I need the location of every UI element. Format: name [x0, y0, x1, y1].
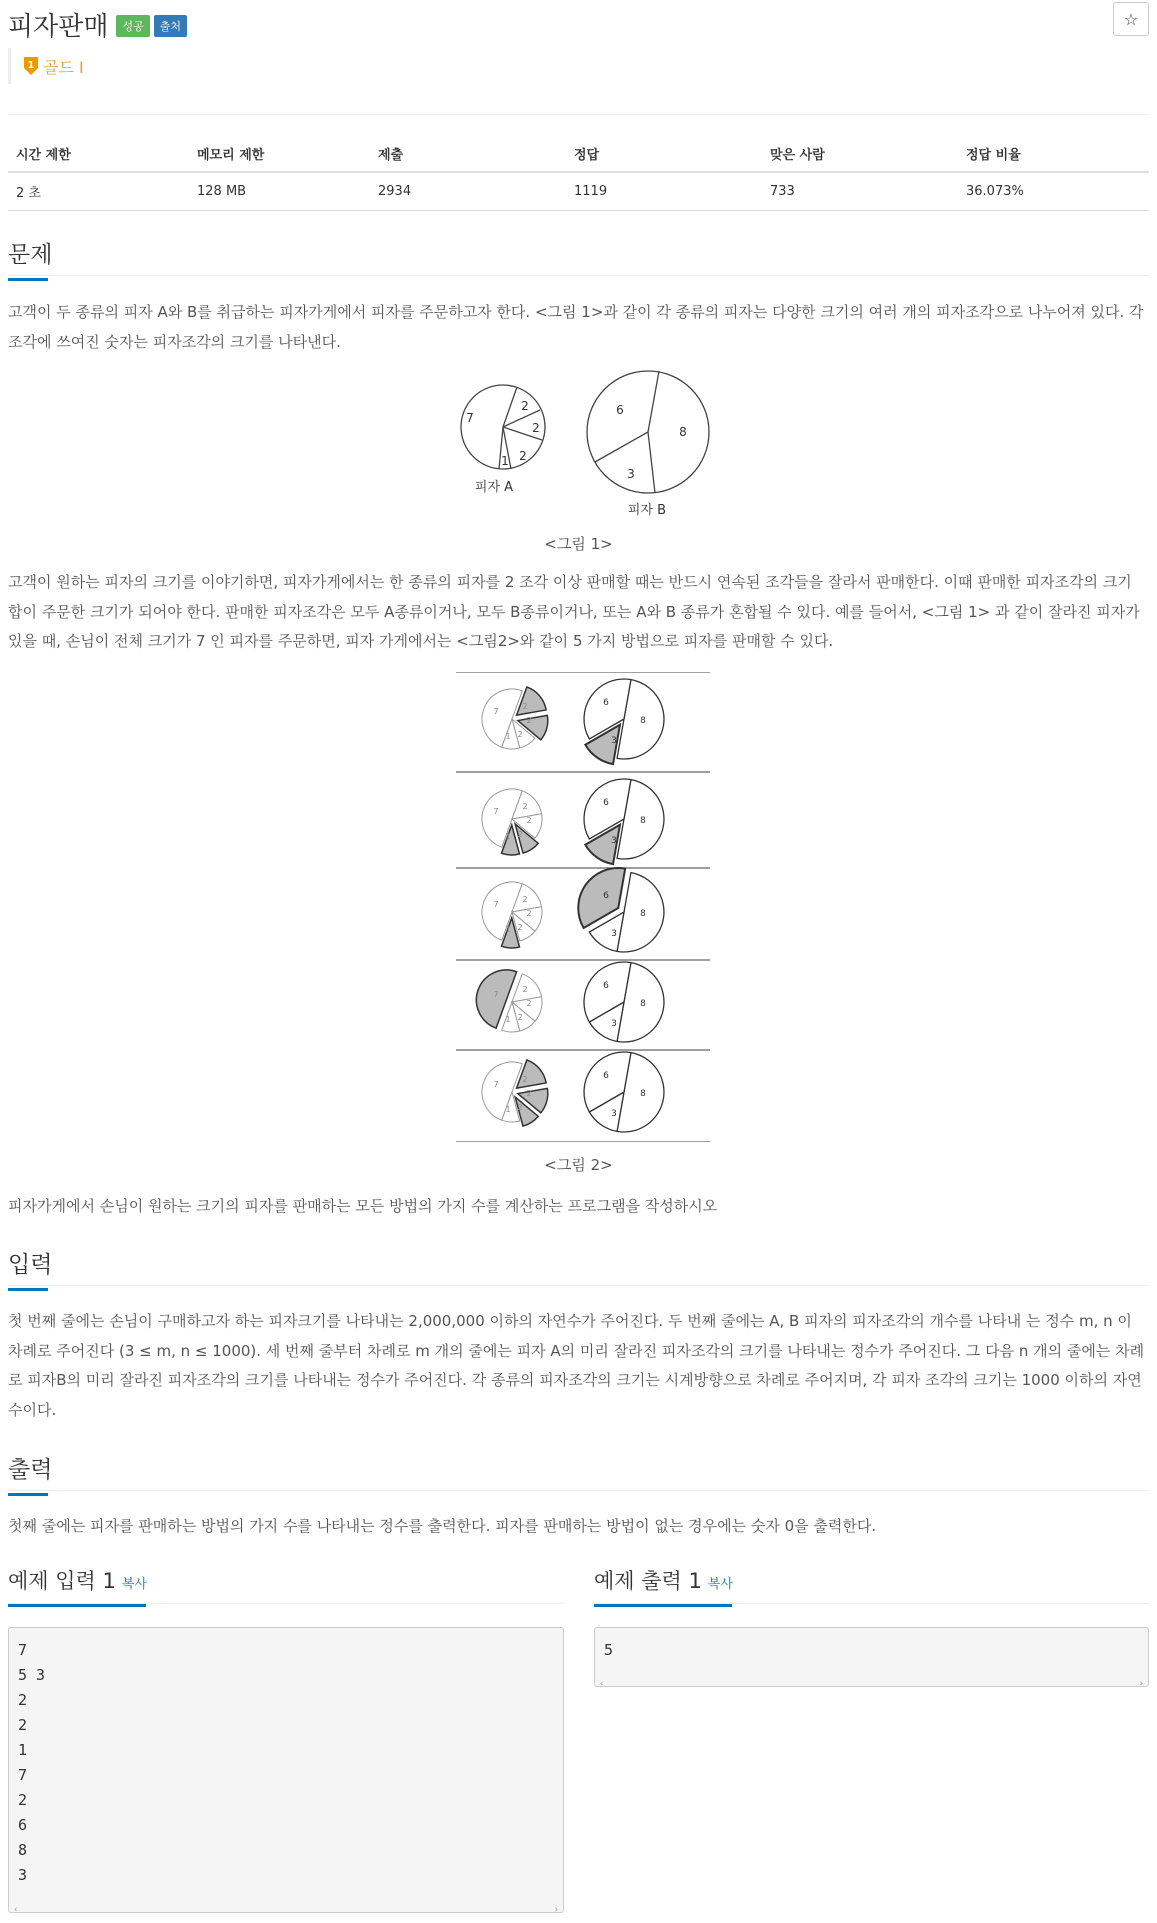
slice-label: 2	[526, 1089, 532, 1098]
tier-label: 골드 I	[43, 57, 84, 77]
slice-label: 2	[517, 830, 523, 839]
problem-heading	[8, 236, 52, 269]
sample-output-heading	[594, 1565, 733, 1595]
slice-label: 6	[603, 891, 609, 901]
heading-underline	[8, 1493, 48, 1496]
pizza-b-cut	[648, 432, 655, 493]
slice-label: 1	[505, 732, 511, 741]
slice-label: 2	[526, 816, 532, 825]
slice-label: 8	[640, 816, 646, 826]
section-divider	[8, 1490, 1149, 1491]
slice-label: 1	[501, 454, 509, 468]
section-divider	[8, 1285, 1149, 1286]
slice-label: 2	[517, 923, 523, 932]
slice-label: 2	[519, 449, 527, 463]
slice-label: 6	[603, 1071, 609, 1081]
favorite-button[interactable]	[1113, 2, 1149, 36]
slice-label: 2	[522, 702, 528, 711]
stats-row	[8, 172, 1149, 211]
copy-output-button[interactable]: 복사	[707, 1577, 733, 1592]
slice-label: 7	[493, 1080, 499, 1089]
slice-label: 2	[517, 1103, 523, 1112]
horizontal-scrollbar[interactable]	[13, 1898, 559, 1915]
slice-label: 8	[679, 425, 687, 439]
output-description: 첫째 줄에는 피자를 판매하는 방법의 가지 수를 나타내는 정수를 출력한다. 피자를 판매하는 방법이 없는 경우에는 숫자 0을 출력한다.	[8, 1517, 877, 1535]
slice-label: 8	[640, 716, 646, 726]
problem-title: 피자판매	[8, 11, 109, 42]
slice-label: 3	[611, 836, 617, 846]
slice-label: 2	[522, 985, 528, 994]
stats-cell: 1119	[566, 172, 762, 211]
sample-input-title: 예제 입력 1	[8, 1569, 116, 1593]
slice-label: 1	[505, 832, 511, 841]
section-divider	[594, 1603, 1149, 1604]
slice-label: 7	[493, 707, 499, 716]
slice-label: 3	[611, 1019, 617, 1029]
stats-cell: 128 MB	[189, 172, 370, 211]
slice-label: 2	[522, 1075, 528, 1084]
section-divider	[8, 1603, 564, 1604]
scroll-right-arrow[interactable]: ›	[553, 1905, 559, 1915]
figure-2-caption: <그림 2>	[544, 1156, 613, 1174]
slice-label: 2	[526, 909, 532, 918]
source-badge[interactable]: 출처	[154, 15, 187, 37]
scroll-left-arrow[interactable]: ‹	[13, 1905, 19, 1915]
stats-cell: 2934	[370, 172, 566, 211]
slice-label: 2	[517, 730, 523, 739]
sample-output-text: 5	[604, 1641, 614, 1659]
stats-header: 시간 제한	[8, 136, 189, 172]
sample-output-box[interactable]	[594, 1627, 1149, 1687]
slice-label: 3	[611, 1109, 617, 1119]
sample-input-text: 7 5 3 2 2 1 7 2 6 8 3	[18, 1641, 46, 1884]
slice-label: 3	[627, 467, 635, 481]
input-heading-text: 입력	[8, 1252, 53, 1278]
slice-label: 2	[521, 399, 529, 413]
slice-label: 1	[505, 1015, 511, 1024]
tier-block[interactable]	[8, 48, 84, 84]
problem-heading-text: 문제	[8, 242, 53, 268]
slice-label: 3	[611, 929, 617, 939]
pizza-b-cut	[595, 432, 648, 462]
output-heading-text: 출력	[8, 1457, 53, 1483]
scroll-right-arrow[interactable]: ›	[1138, 1679, 1144, 1689]
sample-input-heading	[8, 1565, 147, 1595]
heading-underline	[594, 1604, 732, 1607]
stats-cell: 36.073%	[958, 172, 1149, 211]
section-divider	[8, 275, 1149, 276]
slice-label: 1	[505, 1105, 511, 1114]
heading-underline	[8, 1604, 146, 1607]
slice-label: 2	[526, 716, 532, 725]
slice-label: 3	[611, 736, 617, 746]
heading-underline	[8, 278, 48, 281]
stats-header-row	[8, 136, 1149, 172]
slice-label: 2	[517, 1013, 523, 1022]
stats-header: 메모리 제한	[189, 136, 370, 172]
problem-paragraph-1: 고객이 두 종류의 피자 A와 B를 취급하는 피자가게에서 피자를 주문하고자 한다. <그림 1>과 같이 각 종류의 피자는 다양한 크기의 여러 개의 피자조각으로 나누어져 있다. 각 조각에 쓰여진 숫자는 피자조각의 크기를 나타낸다.	[8, 303, 1144, 351]
stats-header: 맞은 사람	[762, 136, 958, 172]
tier-number: 1	[27, 60, 35, 71]
stats-header: 정답	[566, 136, 762, 172]
slice-label: 2	[532, 421, 540, 435]
stats-table	[8, 136, 1149, 211]
stats-cell: 2 초	[8, 172, 189, 211]
slice-label: 8	[640, 909, 646, 919]
pizza-b-label: 피자 B	[627, 503, 667, 518]
problem-paragraph-2: 고객이 원하는 피자의 크기를 이야기하면, 피자가게에서는 한 종류의 피자를 2 조각 이상 판매할 때는 반드시 연속된 조각들을 잘라서 판매한다. 이때 판매한 피자조각의 크기 합이 주문한 크기가 되어야 한다. 판매한 피자조각은 모두 A종류이거나, 모두 B종류이거나, 또는 A와 B 종류가 혼합될 수 있다. 예를 들어서, <그림 1> 과 같이 잘라진 피자가 있을 때, 손님이 전체 크기가 7 인 피자를 주문하면, 피자 가게에서는 <그림2>와 같이 5 가지 방법으로 피자를 판매할 수 있다.	[8, 573, 1140, 650]
pizza-b	[587, 371, 709, 493]
star-icon: ☆	[1123, 9, 1139, 29]
scroll-left-arrow[interactable]: ‹	[599, 1679, 605, 1689]
slice-label: 6	[603, 798, 609, 808]
pizza-b-cut	[648, 371, 659, 432]
output-heading	[8, 1451, 52, 1484]
sample-input-box[interactable]	[8, 1627, 564, 1913]
slice-label: 7	[493, 900, 499, 909]
slice-label: 2	[522, 895, 528, 904]
slice-label: 6	[603, 698, 609, 708]
success-badge[interactable]: 성공	[116, 15, 149, 37]
slice-label: 2	[526, 999, 532, 1008]
stats-cell: 733	[762, 172, 958, 211]
problem-paragraph-3: 피자가게에서 손님이 원하는 크기의 피자를 판매하는 모든 방법의 가지 수를 계산하는 프로그램을 작성하시오	[8, 1197, 718, 1215]
copy-input-button[interactable]: 복사	[121, 1577, 147, 1592]
sample-output-title: 예제 출력 1	[594, 1569, 702, 1593]
stats-header: 정답 비율	[958, 136, 1149, 172]
horizontal-scrollbar[interactable]	[599, 1672, 1144, 1689]
slice-label: 6	[603, 981, 609, 991]
slice-label: 7	[493, 990, 499, 999]
stats-header: 제출	[370, 136, 566, 172]
title-row	[8, 4, 187, 44]
pizza-a-label: 피자 A	[474, 480, 514, 495]
slice-label: 2	[522, 802, 528, 811]
input-heading	[8, 1246, 52, 1279]
slice-label: 6	[616, 403, 624, 417]
figure-2	[452, 672, 714, 1142]
input-description: 첫 번째 줄에는 손님이 구매하고자 하는 피자크기를 나타내는 2,000,000 이하의 자연수가 주어진다. 두 번째 줄에는 A, B 피자의 피자조각의 개수를 나타내 는 정수 m, n 이 차례로 주어진다 (3 ≤ m, n ≤ 1000). 세 번째 줄부터 차례로 m 개의 줄에는 피자 A의 미리 잘라진 피자조각의 크기를 나타내는 정수가 주어진다. 그 다음 n 개의 줄에는 차례로 피자B의 미리 잘라진 피자조각의 크기를 나타내는 정수가 주어진다. 각 종류의 피자조각의 크기는 시계방향으로 차례로 주어지며, 각 피자 조각의 크기는 1000 이하의 자연수이다.	[8, 1312, 1145, 1419]
tier-gold-icon	[23, 56, 39, 76]
heading-underline	[8, 1288, 48, 1291]
figure-1-caption: <그림 1>	[544, 535, 613, 553]
figure-1	[456, 370, 722, 520]
slice-label: 8	[640, 999, 646, 1009]
slice-label: 7	[493, 807, 499, 816]
slice-label: 1	[505, 925, 511, 934]
divider	[8, 114, 1149, 115]
slice-label: 7	[466, 411, 474, 425]
slice-label: 8	[640, 1089, 646, 1099]
